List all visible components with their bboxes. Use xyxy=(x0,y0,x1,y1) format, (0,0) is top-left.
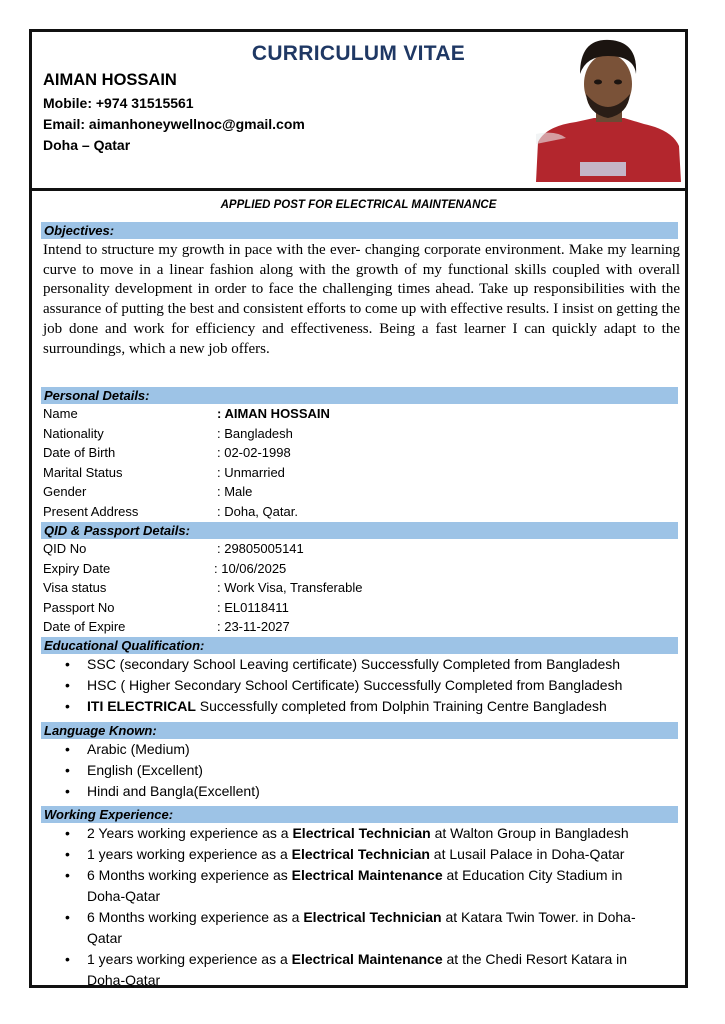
mobile-line: Mobile: +974 31515561 xyxy=(43,95,194,111)
location-line: Doha – Qatar xyxy=(43,137,131,153)
personal-label: Name xyxy=(43,406,78,421)
qid-label: Date of Expire xyxy=(43,619,126,635)
qid-value: : 23-11-2027 xyxy=(217,619,290,635)
list-item xyxy=(65,696,622,717)
qualification-bold: ITI ELECTRICAL xyxy=(87,698,196,714)
list-item xyxy=(65,823,647,844)
cv-page xyxy=(29,29,688,988)
experience-role: Electrical Maintenance xyxy=(291,867,443,883)
qid-label: Visa status xyxy=(43,580,107,596)
experience-role: Electrical Maintenance xyxy=(291,951,443,967)
experience-role: Electrical Technician xyxy=(303,909,442,925)
personal-value: : AIMAN HOSSAIN xyxy=(217,406,330,421)
experience-text: at Katara Twin Tower. in Doha-Qatar xyxy=(87,909,636,946)
personal-label: Marital Status xyxy=(43,464,123,480)
personal-value: : 02-02-1998 xyxy=(217,445,291,461)
list-item xyxy=(65,844,647,865)
personal-value: : Male xyxy=(217,484,253,500)
list-item: • SSC (secondary School Leaving certificate) Successfully Completed from Bangladesh xyxy=(65,654,622,675)
list-item xyxy=(65,907,647,949)
list-item: • Hindi and Bangla(Excellent) xyxy=(65,781,260,802)
language-list xyxy=(65,739,260,802)
applied-post: APPLIED POST FOR ELECTRICAL MAINTENANCE xyxy=(220,199,497,211)
experience-text: 1 years working experience as a xyxy=(87,951,292,967)
qid-value: : Work Visa, Transferable xyxy=(217,580,363,596)
experience-text: 1 years working experience as a xyxy=(87,846,292,862)
qualification-rest: Successfully completed from Dolphin Training Centre Bangladesh xyxy=(195,698,607,714)
qid-label: Passport No xyxy=(43,599,115,615)
experience-role: Electrical Technician xyxy=(292,825,431,841)
personal-value: : Unmarried xyxy=(217,464,285,480)
list-item xyxy=(65,865,647,907)
qid-value: : 10/06/2025 xyxy=(214,560,287,576)
list-item: • HSC ( Higher Secondary School Certificate) Successfully Completed from Bangladesh xyxy=(65,675,622,696)
portrait-photo-icon xyxy=(536,34,681,182)
personal-details-heading: Personal Details: xyxy=(41,387,678,404)
qid-value: : EL0118411 xyxy=(217,599,289,615)
personal-label: Gender xyxy=(43,484,87,500)
cv-title: CURRICULUM VITAE xyxy=(251,42,466,65)
personal-label: Date of Birth xyxy=(43,445,116,461)
experience-text: 6 Months working experience as a xyxy=(87,909,304,925)
personal-value: : Doha, Qatar. xyxy=(217,503,298,519)
cv-header xyxy=(32,32,685,191)
qid-passport-heading: QID & Passport Details: xyxy=(41,522,678,539)
list-item: • Arabic (Medium) xyxy=(65,739,260,760)
email-line: Email: aimanhoneywellnoc@gmail.com xyxy=(43,116,305,132)
objectives-heading: Objectives: xyxy=(41,222,678,239)
personal-label: Present Address xyxy=(43,503,139,519)
experience-heading: Working Experience: xyxy=(41,806,678,823)
experience-text: at Lusail Palace in Doha-Qatar xyxy=(429,846,625,862)
experience-list xyxy=(65,823,647,991)
objectives-text: Intend to structure my growth in pace with the ever- changing corporate environment. Make my learning curve to move in a linear fashion along with the growth of my functional skills coupled with overall personality development in order to face the challenging times ahead. Take up responsibilities with the assurance of putting the best and consistent efforts to come up with effective results. I insist on getting the job done and work for efficiency and effectiveness. Being a fast learner I can quickly adapt to the surroundings, which a new job offers. xyxy=(43,242,680,357)
experience-text: at Walton Group in Bangladesh xyxy=(430,825,629,841)
personal-value: : Bangladesh xyxy=(217,425,293,441)
candidate-name: AIMAN HOSSAIN xyxy=(43,71,177,89)
list-item xyxy=(65,949,647,991)
language-heading: Language Known: xyxy=(41,722,678,739)
experience-text: 6 Months working experience as xyxy=(87,867,292,883)
qid-label: QID No xyxy=(43,541,87,556)
experience-text: 2 Years working experience as a xyxy=(87,825,293,841)
education-heading: Educational Qualification: xyxy=(41,637,678,654)
experience-text: at the Chedi Resort Katara in Doha-Qatar xyxy=(87,951,628,988)
list-item: • English (Excellent) xyxy=(65,760,260,781)
qid-value: : 29805005141 xyxy=(217,541,304,556)
qid-label: Expiry Date xyxy=(43,560,111,576)
experience-role: Electrical Technician xyxy=(291,846,430,862)
education-list xyxy=(65,654,622,717)
experience-text: at Education City Stadium in Doha-Qatar xyxy=(87,867,623,904)
personal-label: Nationality xyxy=(43,425,104,441)
